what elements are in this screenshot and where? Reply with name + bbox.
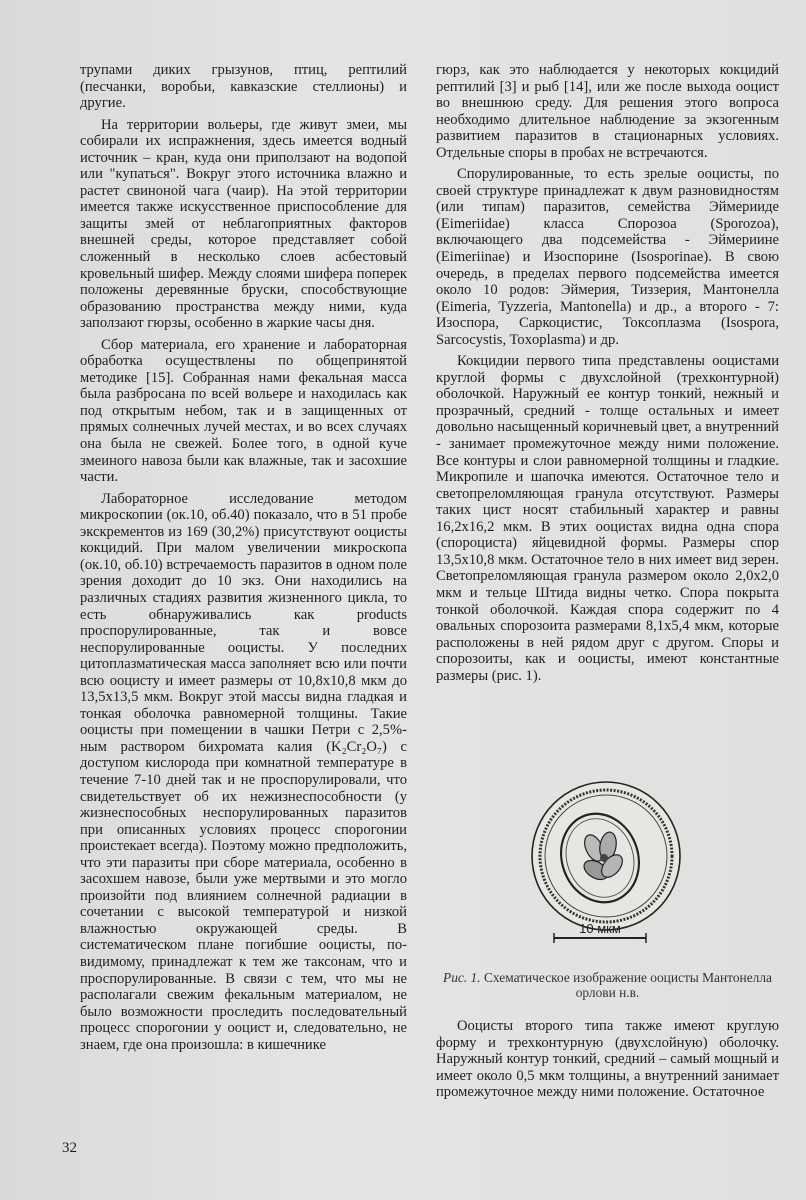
oocyst-illustration [528, 778, 688, 948]
paragraph: Ооцисты второго типа также имеют круглую форму и трехконтурную (двухслойную) оболочку. Наружный контур тонкий, средний – самый мощный и имеет около 0,5 мкм толщины, а внутренний занимает промежуточное между ними положение. Остаточное [436, 1018, 779, 1101]
caption-text: Схематическое изображение ооцисты Мантонелла орлови н.в. [483, 970, 772, 1000]
paragraph: Лабораторное исследование методом микроскопии (ок.10, об.40) показало, что в 51 пробе экскрементов из 169 (30,2%) присутствуют ооцисты кокцидий. При малом увеличении микроскопа (ок.10, об.10) встречаемость паразитов в одном поле зрения доходит до 10 экз. Они находились на различных стадиях развития жизненного цикла, то есть обнаруживались как products проспорулированные, так и вовсе неспорулированные ооцисты. У последних цитоплазматическая масса заполняет всю или почти всю ооцисту и имеет размеры от 10,8х10,8 мкм до 13,5х13,5 мкм. Вокруг этой массы видна гладкая и тонкая оболочка равномерной толщины. Такие ооцисты при помещении в чашки Петри с 2,5%-ным раствором бихромата калия (K₂Cr₂O₇) с доступом кислорода при комнатной температуре в течение 7-10 дней так и не проспорулировали, что свидетельствует об их нежизнеспособности (у жизнеспособных неспорулированных паразитов при описанных условиях процесс спорогонии проистекает всегда). Поэтому можно предположить, что эти паразиты при сборе материала, особенно в засохшем навозе, были уже мертвыми и это могло произойти под влиянием солнечной радиации в сочетании с высокой температурой и низкой влажностью окружающей среды. В систематическом плане погибшие ооцисты, по-видимому, принадлежат к тем же таксонам, что и проспорулированные. В связи с тем, что мы не располагали свежим фекальным материалом, не было возможности проследить последовательный процесс спорогонии у ооцист и, следовательно, не знаем, где она произошла: в кишечнике [80, 490, 407, 1053]
paragraph: Сбор материала, его хранение и лабораторная обработка осуществлены по общепринятой методике [15]. Собранная нами фекальная масса была разбросана по всей вольере и находилась как под открытым небом, так и в защищенных от прямых солнечных лучей местах, и во всех случаях она была не свежей. Более того, в одной куче змеиного навоза были как влажные, так и засохшие части. [80, 336, 407, 486]
paragraph: Кокцидии первого типа представлены ооцистами круглой формы с двухслойной (трехконтурной) оболочкой. Наружный ее контур тонкий, нежный и прозрачный, средний - толще остальных и имеет довольно насыщенный коричневый цвет, а внутренний - занимает промежуточное между ними положение. Все контуры и слои равномерной толщины и гладкие. Микропиле и шапочка имеются. Остаточное тело и светопреломляющая гранула отсутствуют. Размеры таких цист носят стабильный характер и равны 16,2х16,2 мкм. В этих ооцистах видна одна спора (спороциста) яйцевидной формы. Размеры спор 13,5х10,8 мкм. Остаточное тело в них имеет вид зерен. Светопреломляющая гранула размером около 2,0х2,0 мкм и тельце Штида видны четко. Спора покрыта тонкой оболочкой. Каждая спора содержит по 4 овальных спорозоита размерами 8,1х5,4 мкм, которые расположены в ней рядом друг с другом. Споры и спорозоиты, как и ооцисты, имеют константные размеры (рис. 1). [436, 353, 779, 684]
right-column [436, 62, 779, 684]
paragraph: Спорулированные, то есть зрелые ооцисты, по своей структуре принадлежат к двум разновидностям (или типам) паразитов, семейства Эймерииде (Eimeriidae) класса Спорозоа (Sporozoa), включающего два подсемейства - Эймериине (Eimeriinae) и Изоспорине (Isosporinae). В свою очередь, в пределах первого подсемейства имеется около 10 родов: Эймерия, Тиззерия, Мантонелла (Eimeria, Tyzzeria, Mantonella) и др., а второго - 7: Изоспора, Саркоцистис, Токсоплазма (Isospora, Sarcocystis, Toxoplasma) и др. [436, 166, 779, 348]
paragraph: На территории вольеры, где живут змеи, мы собирали их испражнения, здесь имеется водный источник – кран, куда они приползают на водопой или "купаться". Вокруг этого источника влажно и растет свиноной чага (чаир). На этой территории имеется также искусственное приспособление для защиты змей от неблагоприятных факторов внешней среды, которое представляет собой сложенный в несколько слоев асбестовый кровельный шифер. Между слоями шифера поперек положены деревянные бруски, способствующие образованию пространства между ними, куда заползают гюрзы, особенно в жаркие часы дня. [80, 116, 407, 332]
scale-bar-label: 10 мкм [578, 921, 621, 936]
figure-1 [436, 778, 779, 1000]
page-number: 32 [62, 1140, 77, 1156]
figure-caption [436, 970, 779, 1000]
after-figure-text [436, 1018, 779, 1101]
paragraph: гюрз, как это наблюдается у некоторых кокцидий рептилий [3] и рыб [14], или же после выхода ооцист во внешнюю среду. Для решения этого вопроса необходимо длительное наблюдение за экзогенным развитием паразитов в стационарных условиях. Отдельные споры в пробах не встречаются. [436, 62, 779, 161]
left-column [80, 62, 407, 1053]
caption-prefix: Рис. 1. [443, 970, 481, 985]
paragraph: трупами диких грызунов, птиц, рептилий (песчанки, воробьи, кавказские стеллионы) и другие. [80, 62, 407, 112]
